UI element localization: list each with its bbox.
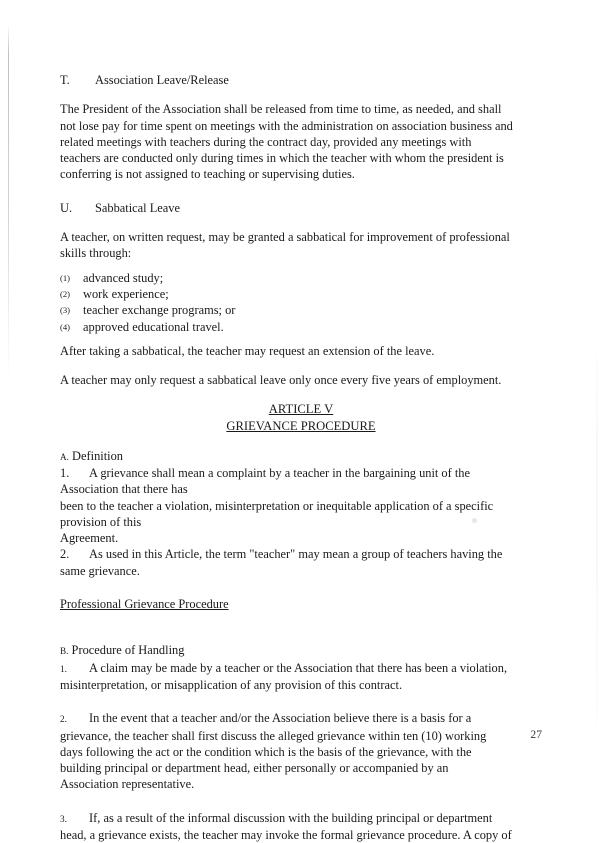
list-item-number: (1) bbox=[60, 272, 71, 283]
text-line: skills through: bbox=[60, 246, 132, 261]
subsection-letter-b: B. bbox=[60, 646, 69, 657]
section-t-paragraph bbox=[60, 101, 542, 182]
clause-first-line bbox=[60, 710, 542, 727]
text-line: If, as a result of the informal discussion with the building principal or department bbox=[89, 810, 493, 825]
text-line: The President of the Association shall be released from time to time, as needed, and shall bbox=[60, 102, 502, 117]
clause-first-line bbox=[60, 546, 542, 562]
list-item-label: work experience; bbox=[83, 286, 169, 301]
text-line: misinterpretation, or misapplication of any provision of this contract. bbox=[60, 677, 403, 692]
scan-edge-artifact-right bbox=[596, 330, 598, 760]
sabbatical-purpose-list bbox=[60, 270, 542, 335]
text-line: same grievance. bbox=[60, 563, 140, 578]
text-line: conferring is not assigned to teaching or supervising duties. bbox=[60, 167, 355, 182]
clause-first-line bbox=[60, 660, 542, 677]
article-title-label: GRIEVANCE PROCEDURE bbox=[226, 419, 376, 434]
text-line: related meetings with teachers during the contract day, provided any meetings with bbox=[60, 134, 472, 149]
text-line: A grievance shall mean a complaint by a teacher in the bargaining unit of the bbox=[89, 465, 470, 480]
text-line: been to the teacher a violation, misinterpretation or inequitable application of a specific bbox=[60, 498, 494, 513]
sabbatical-extension-note: After taking a sabbatical, the teacher may request an extension of the leave. bbox=[60, 343, 435, 358]
text-line: Agreement. bbox=[60, 531, 119, 546]
list-item-label: advanced study; bbox=[83, 270, 164, 285]
list-item-label: teacher exchange programs; or bbox=[83, 303, 236, 318]
section-title-t: Association Leave/Release bbox=[95, 73, 229, 87]
text-line: In the event that a teacher and/or the Association believe there is a basis for a bbox=[89, 711, 472, 726]
clause-number: 1. bbox=[60, 663, 67, 674]
article-heading-line-1 bbox=[60, 401, 542, 418]
sabbatical-frequency-note: A teacher may only request a sabbatical leave only once every five years of employment. bbox=[60, 373, 502, 388]
clause-number: 2. bbox=[60, 714, 67, 725]
professional-grievance-subheading bbox=[60, 596, 542, 612]
subsection-letter-a: A. bbox=[60, 451, 69, 462]
text-line: building principal or department head, either personally or accompanied by an bbox=[60, 761, 449, 776]
text-line: As used in this Article, the term "teacher" may mean a group of teachers having the bbox=[89, 547, 503, 562]
text-line: A claim may be made by a teacher or the Association that there has been a violation, bbox=[89, 660, 508, 675]
text-line: head, a grievance exists, the teacher may invoke the formal grievance procedure. A copy of bbox=[60, 827, 512, 842]
list-item-number: (2) bbox=[60, 288, 71, 299]
document-body bbox=[60, 0, 542, 843]
text-line: not lose pay for time spent on meetings with the administration on association business and bbox=[60, 118, 513, 133]
subsection-title-a: Definition bbox=[72, 448, 123, 463]
clause-a2 bbox=[60, 546, 542, 579]
section-heading-u bbox=[60, 200, 542, 216]
text-line: Association that there has bbox=[60, 482, 188, 497]
subsection-heading-b bbox=[60, 642, 542, 659]
clause-first-line bbox=[60, 810, 542, 827]
list-item bbox=[60, 319, 542, 335]
list-item-number: (4) bbox=[60, 321, 71, 332]
section-marker-t: T. bbox=[60, 73, 70, 87]
scan-edge-artifact-left bbox=[8, 25, 9, 380]
subsection-heading-a bbox=[60, 448, 542, 465]
text-line: Association representative. bbox=[60, 777, 195, 792]
clause-first-line bbox=[60, 465, 542, 481]
article-heading-line-2 bbox=[60, 418, 542, 435]
section-marker-u: U. bbox=[60, 200, 73, 215]
clause-b1 bbox=[60, 660, 542, 694]
page-number: 27 bbox=[530, 728, 542, 741]
subsection-title-b: Procedure of Handling bbox=[71, 643, 185, 658]
clause-number: 3. bbox=[60, 813, 67, 824]
section-u-intro bbox=[60, 229, 542, 262]
clause-b2 bbox=[60, 710, 542, 792]
text-line: grievance, the teacher shall first discuss the alleged grievance within ten (10) working bbox=[60, 728, 487, 743]
section-heading-t bbox=[60, 72, 542, 88]
list-item-number: (3) bbox=[60, 305, 71, 316]
article-number-label: ARTICLE V bbox=[268, 402, 334, 417]
text-line: provision of this bbox=[60, 514, 142, 529]
subheading-label: Professional Grievance Procedure bbox=[60, 597, 229, 612]
text-line: A teacher, on written request, may be granted a sabbatical for improvement of professional bbox=[60, 230, 510, 245]
list-item bbox=[60, 270, 542, 286]
list-item-label: approved educational travel. bbox=[83, 319, 224, 334]
text-line: teachers are conducted only during times in which the teacher with whom the president is bbox=[60, 151, 504, 166]
clause-number: 1. bbox=[60, 465, 70, 480]
list-item bbox=[60, 286, 542, 302]
clause-b3 bbox=[60, 810, 542, 843]
clause-number: 2. bbox=[60, 547, 70, 562]
clause-a1 bbox=[60, 465, 542, 546]
list-item bbox=[60, 302, 542, 318]
section-title-u: Sabbatical Leave bbox=[95, 200, 180, 215]
text-line: days following the act or the condition which is the basis of the grievance, with the bbox=[60, 744, 472, 759]
